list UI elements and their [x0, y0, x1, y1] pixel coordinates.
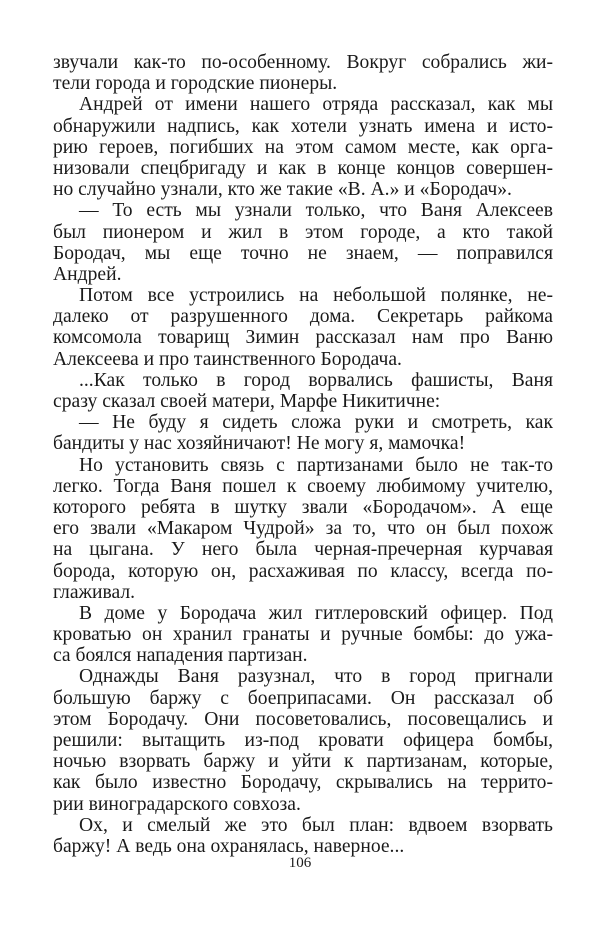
paragraph — [53, 94, 553, 200]
text-line: — Не буду я сидеть сложа руки и смотреть, как — [79, 412, 553, 434]
text-line: В доме у Бородача жил гитлеровский офицер. Под — [79, 602, 553, 624]
text-line: са боялся нападения партизан. — [53, 645, 308, 667]
text-line: борода, которую он, расхаживая по классу, всегда по- — [53, 560, 553, 582]
text-line: которого ребята в шутку звали «Бородачом». А еще — [53, 496, 553, 518]
page-number: 106 — [288, 855, 312, 871]
text-line: низовали спецбригаду и как в конце концов совершен- — [53, 157, 553, 179]
paragraph — [53, 455, 553, 603]
paragraph — [53, 666, 553, 814]
paragraph — [53, 412, 553, 454]
text-line: бандиты у нас хозяйничают! Не могу я, мамочка! — [53, 433, 466, 455]
text-line: легко. Тогда Ваня пошел к своему любимому учителю, — [53, 475, 553, 497]
paragraph — [53, 285, 553, 370]
text-line: баржу! А ведь она охранялась, наверное... — [53, 835, 405, 857]
text-line: но случайно узнали, кто же такие «В. А.» и «Бородач». — [53, 179, 512, 201]
text-line: рию героев, погибших на этом самом месте, как орга- — [53, 136, 553, 158]
paragraph — [53, 603, 553, 667]
paragraph — [53, 370, 553, 412]
text-line: его звали «Макаром Чудрой» за то, что он был похож — [53, 518, 553, 540]
text-line: кроватью он хранил гранаты и ручные бомбы: до ужа- — [53, 624, 553, 646]
text-line: — То есть мы узнали только, что Ваня Алексеев — [79, 200, 553, 222]
text-line: рии виноградарского совхоза. — [53, 793, 301, 815]
text-line: комсомола товарищ Зимин рассказал нам про Ваню — [53, 327, 553, 349]
text-line: решили: вытащить из-под кровати офицера бомбы, — [53, 730, 553, 751]
paragraph — [53, 200, 553, 285]
text-line: далеко от разрушенного дома. Секретарь райкома — [53, 306, 553, 328]
paragraph — [53, 52, 553, 94]
paragraph — [53, 815, 553, 857]
text-line: на цыгана. У него была черная-пречерная курчавая — [53, 539, 553, 561]
text-line: глаживал. — [53, 581, 136, 603]
text-line: тели города и городские пионеры. — [53, 73, 338, 95]
text-line: как было известно Бородачу, скрывались на террито- — [53, 772, 553, 794]
text-line: ...Как только в город ворвались фашисты, Ваня — [79, 369, 553, 391]
text-line: звучали как-то по-особенному. Вокруг собрались жи- — [53, 52, 553, 73]
text-line: был пионером и жил в этом городе, а кто такой — [53, 221, 553, 243]
book-page-text — [53, 52, 553, 857]
text-line: Ох, и смелый же это был план: вдвоем взорвать — [79, 814, 553, 836]
text-line: Андрей от имени нашего отряда рассказал, как мы — [79, 94, 553, 116]
text-line: обнаружили надпись, как хотели узнать имена и исто- — [53, 115, 553, 137]
text-line: Но установить связь с партизанами было не так-то — [79, 454, 553, 476]
text-line: большую баржу с боеприпасами. Он рассказал об — [53, 687, 553, 709]
text-line: Алексеева и про таинственного Бородача. — [53, 348, 402, 370]
text-line: этом Бородачу. Они посоветовались, посовещались и — [53, 708, 553, 730]
text-line: Потом все устроились на небольшой полянке, не- — [79, 285, 553, 307]
text-line: Однажды Ваня разузнал, что в город пригнали — [79, 666, 553, 688]
text-line: Бородач, мы еще точно не знаем, — поправился — [53, 242, 553, 264]
text-line: сразу сказал своей матери, Марфе Никитичне: — [53, 391, 441, 412]
text-line: Андрей. — [53, 263, 122, 285]
text-line: ночью взорвать баржу и уйти к партизанам, которые, — [53, 751, 553, 773]
